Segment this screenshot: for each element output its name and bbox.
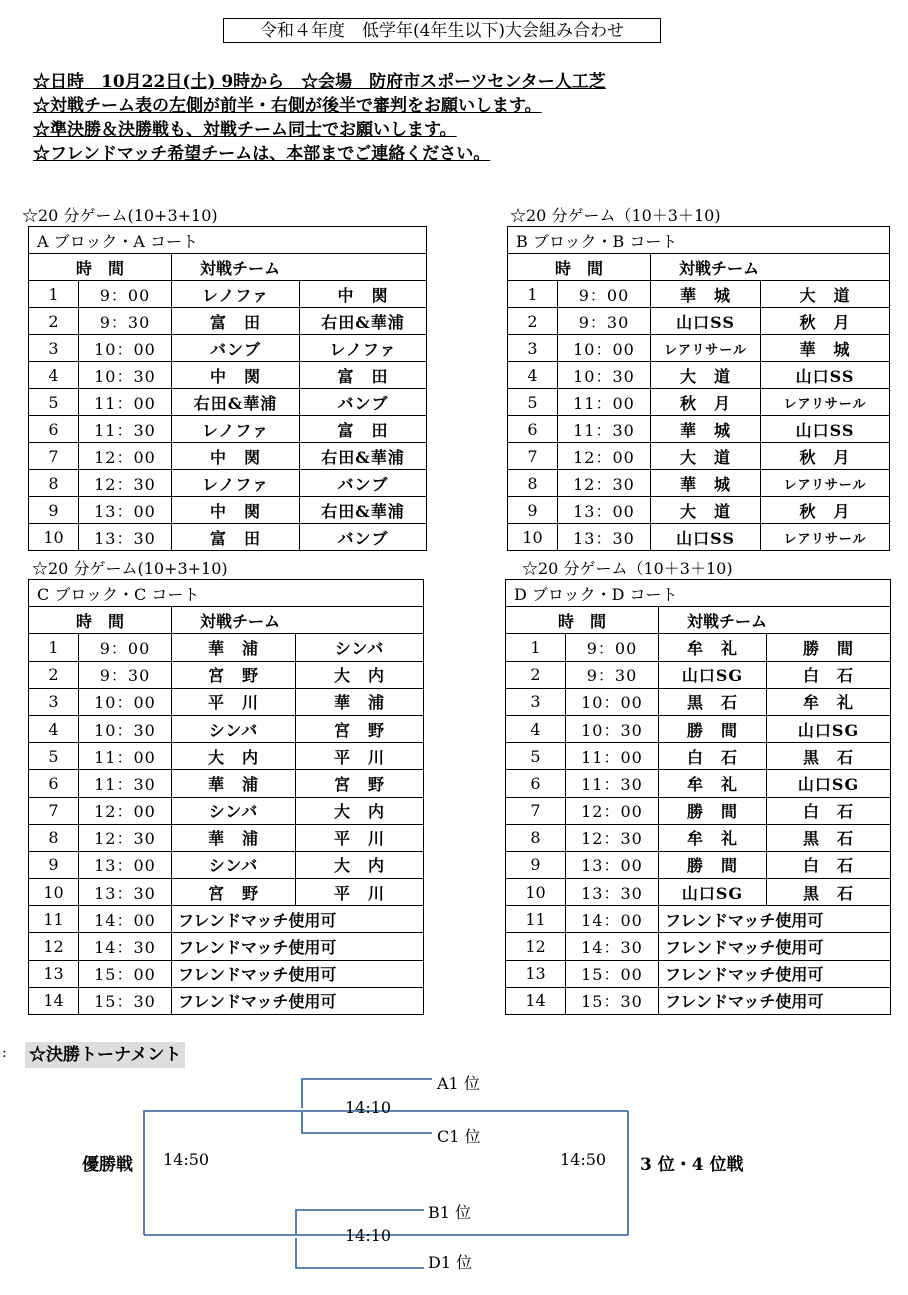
match-number: 4: [508, 362, 558, 389]
team-second-half: 山口SG: [767, 770, 891, 797]
match-time: 11：00: [79, 743, 172, 770]
match-time: 13：30: [566, 879, 659, 906]
team-first-half: 大 道: [651, 443, 761, 470]
team-first-half: 富 田: [172, 524, 300, 551]
team-first-half: レアリサール: [651, 335, 761, 362]
match-number: 5: [508, 389, 558, 416]
note-semifinal: ☆準決勝＆決勝戦も、対戦チーム同士でお願いします。: [33, 120, 457, 140]
team-second-half: 黒 石: [767, 824, 891, 851]
match-time: 10：00: [566, 688, 659, 715]
match-number: 7: [29, 797, 79, 824]
block-header: D ブロック・D コート: [506, 580, 891, 607]
team-second-half: 黒 石: [767, 743, 891, 770]
match-time: 9：00: [566, 634, 659, 661]
note-referee: ☆対戦チーム表の左側が前半・右側が後半で審判をお願いします。: [33, 96, 542, 116]
match-time: 9：00: [79, 634, 172, 661]
match-time: 9：00: [79, 281, 172, 308]
col-header-match: 対戦チーム: [172, 607, 424, 634]
block-header: C ブロック・C コート: [29, 580, 424, 607]
match-number: 2: [29, 308, 79, 335]
team-second-half: 華 城: [761, 335, 890, 362]
match-number: 4: [29, 715, 79, 742]
match-time: 10：30: [558, 362, 651, 389]
match-time: 13：30: [79, 879, 172, 906]
team-first-half: 山口SS: [651, 524, 761, 551]
team-first-half: シンバ: [172, 797, 296, 824]
match-time: 12：00: [566, 797, 659, 824]
note-date-venue: ☆日時 10月22日(土) 9時から ☆会場 防府市スポーツセンター人工芝: [33, 72, 606, 92]
team-first-half: 牟 礼: [659, 634, 767, 661]
match-number: 9: [29, 851, 79, 878]
team-first-half: 勝 間: [659, 797, 767, 824]
match-number: 8: [29, 824, 79, 851]
friend-match-label: フレンドマッチ使用可: [659, 987, 891, 1014]
team-second-half: 中 関: [300, 281, 427, 308]
team-second-half: レアリサール: [761, 470, 890, 497]
match-number: 3: [506, 688, 566, 715]
team-second-half: レアリサール: [761, 389, 890, 416]
col-header-match: 対戦チーム: [172, 254, 427, 281]
match-number: 14: [29, 987, 79, 1014]
match-time: 12：30: [79, 824, 172, 851]
team-second-half: 華 浦: [296, 688, 424, 715]
col-header-time: 時 間: [29, 607, 172, 634]
match-time: 13：00: [566, 851, 659, 878]
team-second-half: バンブ: [300, 389, 427, 416]
stray-colon: :: [2, 1045, 7, 1061]
team-first-half: 山口SG: [659, 879, 767, 906]
game-label-a: ☆20 分ゲーム(10+3+10): [22, 206, 218, 225]
match-time: 15：00: [566, 960, 659, 987]
match-time: 10：30: [79, 715, 172, 742]
match-number: 10: [506, 879, 566, 906]
team-second-half: 牟 礼: [767, 688, 891, 715]
match-number: 5: [29, 389, 79, 416]
label-b1: B1 位: [428, 1203, 472, 1222]
team-second-half: 右田&華浦: [300, 497, 427, 524]
team-second-half: レノファ: [300, 335, 427, 362]
match-number: 6: [506, 770, 566, 797]
match-number: 6: [508, 416, 558, 443]
team-second-half: 山口SS: [761, 416, 890, 443]
match-number: 8: [506, 824, 566, 851]
page-title: 令和４年度 低学年(4年生以下)大会組み合わせ: [223, 18, 661, 43]
match-number: 1: [29, 281, 79, 308]
match-number: 10: [29, 879, 79, 906]
match-number: 1: [29, 634, 79, 661]
match-number: 5: [29, 743, 79, 770]
match-time: 11：30: [566, 770, 659, 797]
game-label-d: ☆20 分ゲーム（10＋3＋10): [522, 559, 733, 578]
team-second-half: バンブ: [300, 470, 427, 497]
third-place-time: 14:50: [560, 1150, 607, 1169]
match-time: 12：30: [558, 470, 651, 497]
match-time: 14：30: [79, 933, 172, 960]
match-time: 11：00: [566, 743, 659, 770]
col-header-match: 対戦チーム: [651, 254, 890, 281]
semi-bottom-time: 14:10: [345, 1226, 392, 1245]
match-time: 10：00: [558, 335, 651, 362]
col-header-time: 時 間: [29, 254, 172, 281]
match-time: 15：30: [566, 987, 659, 1014]
final-label: 優勝戦: [82, 1155, 133, 1175]
third-place-label: 3 位・4 位戦: [640, 1155, 744, 1175]
match-time: 14：00: [566, 906, 659, 933]
match-number: 11: [506, 906, 566, 933]
match-number: 14: [506, 987, 566, 1014]
block-header: B ブロック・B コート: [508, 227, 890, 254]
match-time: 9：00: [558, 281, 651, 308]
team-second-half: シンバ: [296, 634, 424, 661]
team-first-half: 華 浦: [172, 634, 296, 661]
match-number: 4: [29, 362, 79, 389]
team-second-half: 大 道: [761, 281, 890, 308]
team-second-half: 山口SG: [767, 715, 891, 742]
team-first-half: シンバ: [172, 715, 296, 742]
team-first-half: 中 関: [172, 443, 300, 470]
match-time: 10：30: [566, 715, 659, 742]
team-first-half: 勝 間: [659, 715, 767, 742]
note-friend-match: ☆フレンドマッチ希望チームは、本部までご連絡ください。: [33, 144, 491, 164]
team-first-half: 宮 野: [172, 879, 296, 906]
team-second-half: 右田&華浦: [300, 308, 427, 335]
team-first-half: 華 浦: [172, 770, 296, 797]
tournament-title: ☆決勝トーナメント: [25, 1042, 185, 1068]
match-time: 13：00: [79, 497, 172, 524]
match-number: 10: [508, 524, 558, 551]
match-time: 11：30: [558, 416, 651, 443]
team-second-half: 富 田: [300, 362, 427, 389]
team-first-half: 牟 礼: [659, 824, 767, 851]
col-header-time: 時 間: [508, 254, 651, 281]
team-first-half: 大 道: [651, 362, 761, 389]
team-first-half: 山口SG: [659, 661, 767, 688]
team-first-half: 右田&華浦: [172, 389, 300, 416]
friend-match-label: フレンドマッチ使用可: [659, 906, 891, 933]
match-number: 13: [29, 960, 79, 987]
match-time: 12：30: [79, 470, 172, 497]
match-number: 7: [29, 443, 79, 470]
game-label-c: ☆20 分ゲーム(10+3+10): [32, 559, 228, 578]
team-second-half: 秋 月: [761, 443, 890, 470]
friend-match-label: フレンドマッチ使用可: [659, 960, 891, 987]
friend-match-label: フレンドマッチ使用可: [172, 906, 424, 933]
match-number: 3: [29, 335, 79, 362]
match-time: 10：00: [79, 335, 172, 362]
team-first-half: 牟 礼: [659, 770, 767, 797]
team-first-half: 中 関: [172, 497, 300, 524]
match-time: 9：30: [558, 308, 651, 335]
match-time: 15：00: [79, 960, 172, 987]
match-time: 11：00: [79, 389, 172, 416]
match-number: 3: [29, 688, 79, 715]
friend-match-label: フレンドマッチ使用可: [172, 987, 424, 1014]
game-label-b: ☆20 分ゲーム（10＋3＋10): [510, 206, 721, 225]
team-first-half: 勝 間: [659, 851, 767, 878]
match-time: 9：30: [79, 661, 172, 688]
team-first-half: 富 田: [172, 308, 300, 335]
match-time: 12：00: [558, 443, 651, 470]
match-number: 7: [506, 797, 566, 824]
match-number: 9: [508, 497, 558, 524]
match-number: 4: [506, 715, 566, 742]
final-time: 14:50: [163, 1150, 210, 1169]
match-time: 13：30: [79, 524, 172, 551]
team-second-half: 大 内: [296, 851, 424, 878]
match-number: 1: [508, 281, 558, 308]
match-time: 11：30: [79, 416, 172, 443]
match-time: 11：00: [558, 389, 651, 416]
friend-match-label: フレンドマッチ使用可: [172, 933, 424, 960]
match-number: 6: [29, 416, 79, 443]
team-first-half: 平 川: [172, 688, 296, 715]
match-time: 9：30: [566, 661, 659, 688]
team-first-half: 秋 月: [651, 389, 761, 416]
team-first-half: 白 石: [659, 743, 767, 770]
friend-match-label: フレンドマッチ使用可: [659, 933, 891, 960]
team-first-half: 大 内: [172, 743, 296, 770]
label-a1: A1 位: [437, 1074, 480, 1093]
team-first-half: レノファ: [172, 470, 300, 497]
match-number: 8: [29, 470, 79, 497]
match-number: 11: [29, 906, 79, 933]
team-first-half: 大 道: [651, 497, 761, 524]
team-second-half: 秋 月: [761, 497, 890, 524]
col-header-time: 時 間: [506, 607, 659, 634]
team-second-half: 山口SS: [761, 362, 890, 389]
team-second-half: 宮 野: [296, 715, 424, 742]
team-second-half: 勝 間: [767, 634, 891, 661]
team-second-half: 宮 野: [296, 770, 424, 797]
team-second-half: 平 川: [296, 743, 424, 770]
match-time: 13：00: [79, 851, 172, 878]
match-number: 2: [29, 661, 79, 688]
team-first-half: バンブ: [172, 335, 300, 362]
match-time: 11：30: [79, 770, 172, 797]
team-second-half: 秋 月: [761, 308, 890, 335]
team-first-half: 華 城: [651, 416, 761, 443]
match-time: 13：30: [558, 524, 651, 551]
block-header: A ブロック・A コート: [29, 227, 427, 254]
team-first-half: シンバ: [172, 851, 296, 878]
team-first-half: 華 浦: [172, 824, 296, 851]
team-second-half: レアリサール: [761, 524, 890, 551]
match-number: 10: [29, 524, 79, 551]
match-number: 1: [506, 634, 566, 661]
col-header-match: 対戦チーム: [659, 607, 891, 634]
team-first-half: 華 城: [651, 281, 761, 308]
team-second-half: 白 石: [767, 797, 891, 824]
team-second-half: 黒 石: [767, 879, 891, 906]
match-time: 13：00: [558, 497, 651, 524]
match-time: 12：00: [79, 797, 172, 824]
team-first-half: 華 城: [651, 470, 761, 497]
match-time: 10：30: [79, 362, 172, 389]
team-second-half: 大 内: [296, 797, 424, 824]
team-first-half: 宮 野: [172, 661, 296, 688]
match-number: 6: [29, 770, 79, 797]
team-second-half: 富 田: [300, 416, 427, 443]
team-first-half: 黒 石: [659, 688, 767, 715]
match-time: 14：00: [79, 906, 172, 933]
match-number: 2: [508, 308, 558, 335]
team-second-half: 平 川: [296, 824, 424, 851]
semi-top-time: 14:10: [345, 1098, 392, 1117]
match-time: 12：30: [566, 824, 659, 851]
match-number: 12: [29, 933, 79, 960]
label-c1: C1 位: [437, 1127, 481, 1146]
match-number: 3: [508, 335, 558, 362]
match-number: 2: [506, 661, 566, 688]
match-number: 12: [506, 933, 566, 960]
match-number: 5: [506, 743, 566, 770]
match-number: 9: [506, 851, 566, 878]
match-number: 7: [508, 443, 558, 470]
match-time: 12：00: [79, 443, 172, 470]
match-time: 10：00: [79, 688, 172, 715]
team-second-half: 白 石: [767, 851, 891, 878]
match-number: 9: [29, 497, 79, 524]
label-d1: D1 位: [428, 1253, 473, 1272]
team-second-half: 白 石: [767, 661, 891, 688]
match-number: 13: [506, 960, 566, 987]
match-time: 14：30: [566, 933, 659, 960]
friend-match-label: フレンドマッチ使用可: [172, 960, 424, 987]
match-time: 15：30: [79, 987, 172, 1014]
team-second-half: 平 川: [296, 879, 424, 906]
team-first-half: 山口SS: [651, 308, 761, 335]
match-time: 9：30: [79, 308, 172, 335]
team-second-half: バンブ: [300, 524, 427, 551]
team-second-half: 大 内: [296, 661, 424, 688]
bracket-semi-top: [144, 1111, 296, 1235]
team-second-half: 右田&華浦: [300, 443, 427, 470]
team-first-half: レノファ: [172, 281, 300, 308]
match-number: 8: [508, 470, 558, 497]
team-first-half: レノファ: [172, 416, 300, 443]
team-first-half: 中 関: [172, 362, 300, 389]
